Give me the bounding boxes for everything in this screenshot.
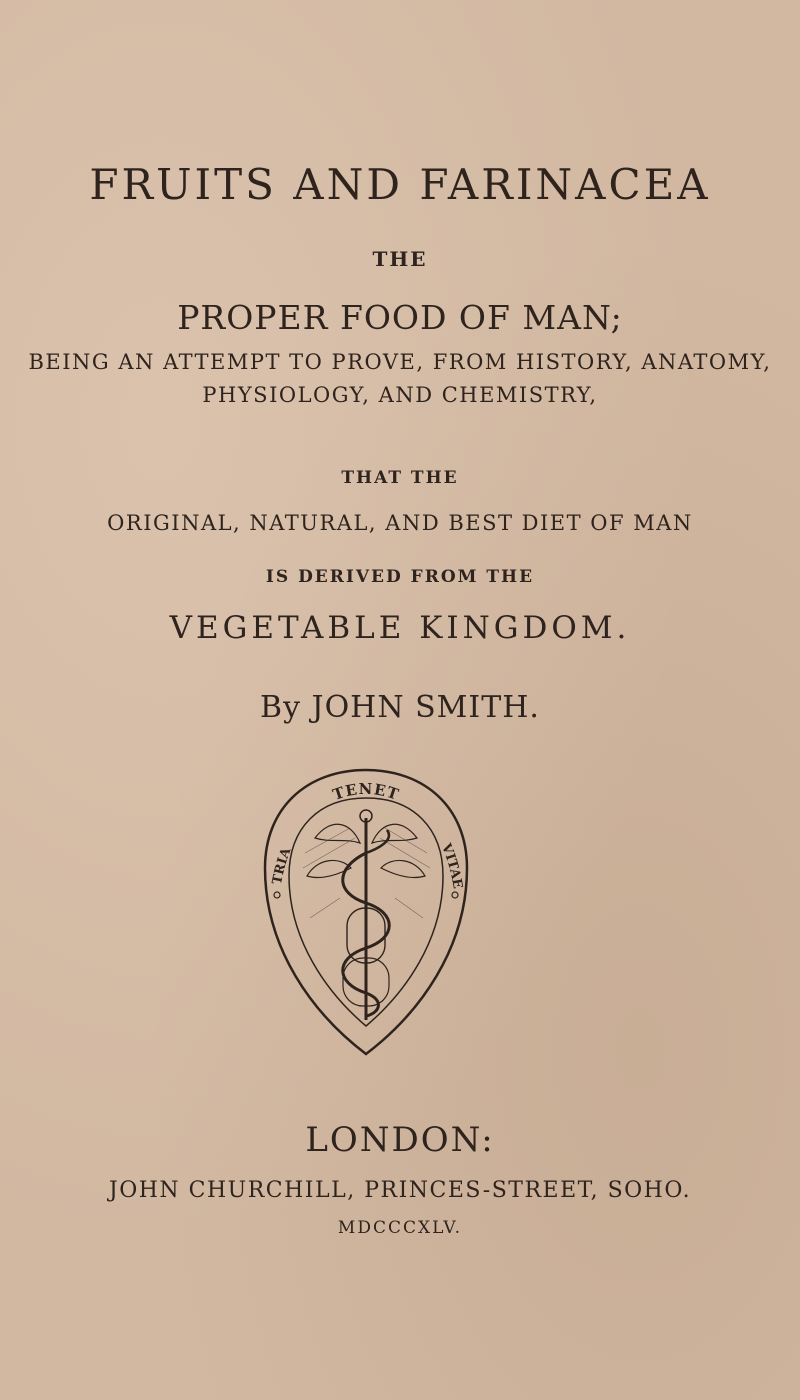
subtitle-the: THE [372, 247, 428, 271]
svg-text:TRIA [270, 845, 295, 886]
description-line-4: ORIGINAL, NATURAL, AND BEST DIET OF MAN [107, 511, 693, 535]
description-line-5: IS DERIVED FROM THE [265, 567, 535, 587]
book-title: FRUITS AND FARINACEA [89, 160, 711, 209]
svg-text:VITAE [438, 841, 465, 890]
imprint-publisher: JOHN CHURCHILL, PRINCES-STREET, SOHO. [108, 1178, 692, 1203]
description-line-2: PHYSIOLOGY, AND CHEMISTRY, [202, 383, 598, 407]
emblem-motto-right: VITAE [438, 841, 465, 890]
emblem-motto-left: TRIA [269, 845, 295, 886]
shield-crest-icon [255, 758, 477, 1060]
description-line-6: VEGETABLE KINGDOM. [169, 610, 631, 646]
description-line-1: BEING AN ATTEMPT TO PROVE, FROM HISTORY, ANATOMY, [28, 350, 772, 374]
subtitle-main: PROPER FOOD OF MAN; [177, 298, 623, 337]
author-byline: By JOHN SMITH. [260, 690, 540, 725]
description-line-3: THAT THE [341, 468, 459, 488]
imprint-place: LONDON: [305, 1120, 495, 1160]
svg-text:TENET [330, 780, 401, 804]
emblem-motto-top: TENET [330, 780, 402, 804]
imprint-date: MDCCCXLV. [337, 1218, 463, 1238]
